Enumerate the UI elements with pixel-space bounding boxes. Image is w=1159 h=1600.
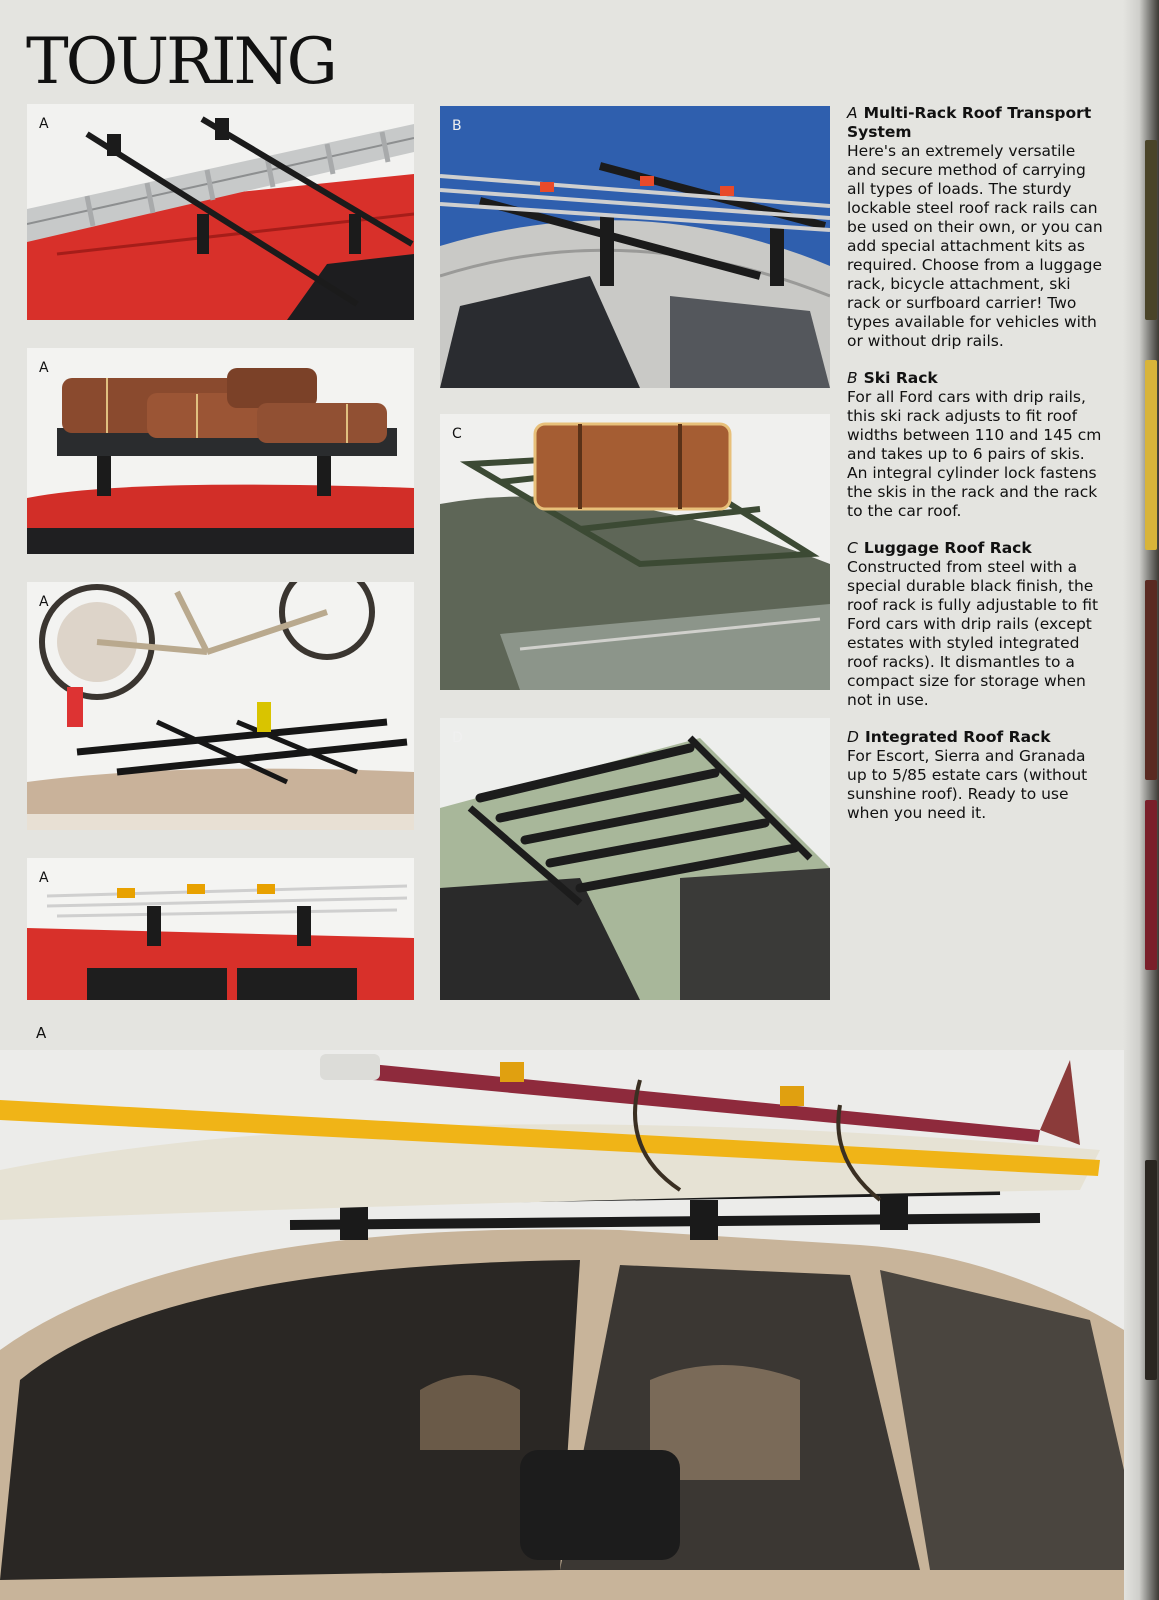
integrated-roof-rack-illustration xyxy=(440,718,830,1000)
entry-integrated-roof-rack xyxy=(847,728,1107,823)
photo-label: D xyxy=(452,730,463,746)
entry-ski-rack xyxy=(847,369,1107,521)
photo-label: A xyxy=(39,594,49,610)
ski-rack-red-illustration xyxy=(27,858,414,1000)
photo-surfboard-carrier xyxy=(0,1050,1124,1600)
photo-luggage-roof-rack xyxy=(440,414,830,690)
photo-label: A xyxy=(36,1024,47,1042)
entry-letter: C xyxy=(847,539,858,557)
page-edge-shadow xyxy=(1123,0,1159,1600)
entry-heading xyxy=(847,728,1107,747)
entry-body: For all Ford cars with drip rails, this ski rack adjusts to fit roof widths between 110 and 145 cm and takes up to 6 pairs of skis. An integral cylinder lock fastens the skis in the rack and the rack to the car roof. xyxy=(847,388,1102,520)
entry-letter: D xyxy=(847,728,859,746)
ski-rack-silver-illustration xyxy=(440,106,830,388)
edge-tab xyxy=(1145,360,1157,550)
entry-heading xyxy=(847,539,1107,558)
photo-label: A xyxy=(39,870,49,886)
photo-ladder-rack xyxy=(27,104,414,320)
bicycle-rack-illustration xyxy=(27,582,414,830)
page-title: TOURING xyxy=(26,25,335,99)
entry-heading xyxy=(847,104,1107,142)
photo-label: C xyxy=(452,426,462,442)
entry-heading xyxy=(847,369,1107,388)
edge-tab xyxy=(1145,800,1157,970)
photo-label: B xyxy=(452,118,462,134)
photo-integrated-roof-rack xyxy=(440,718,830,1000)
edge-tab xyxy=(1145,1160,1157,1380)
entry-letter: A xyxy=(847,104,858,122)
entry-title: Multi-Rack Roof Transport System xyxy=(847,104,1092,141)
entry-title: Ski Rack xyxy=(863,369,938,387)
surfboard-carrier-illustration xyxy=(0,1050,1124,1600)
photo-luggage-rack-suitcases xyxy=(27,348,414,554)
entry-title: Luggage Roof Rack xyxy=(863,539,1032,557)
ladder-rack-illustration xyxy=(27,104,414,320)
entry-multi-rack xyxy=(847,104,1107,351)
photo-ski-rack-silver-car xyxy=(440,106,830,388)
photo-bicycle-attachment xyxy=(27,582,414,830)
description-column xyxy=(847,104,1107,841)
luggage-rack-illustration xyxy=(27,348,414,554)
photo-ski-rack-red-car xyxy=(27,858,414,1000)
photo-label: A xyxy=(39,116,49,132)
entry-title: Integrated Roof Rack xyxy=(864,728,1051,746)
entry-luggage-roof-rack xyxy=(847,539,1107,710)
entry-letter: B xyxy=(847,369,858,387)
edge-tab xyxy=(1145,580,1157,780)
entry-body: Constructed from steel with a special durable black finish, the roof rack is fully adjustable to fit Ford cars with drip rails (except estates with styled integrated roof racks). It dismantles to a compact size for storage when not in use. xyxy=(847,558,1099,709)
luggage-roof-rack-illustration xyxy=(440,414,830,690)
entry-body: Here's an extremely versatile and secure method of carrying all types of loads. The sturdy lockable steel roof rack rails can be used on their own, or you can add special attachment kits as required. Choose from a luggage rack, bicycle attachment, ski rack or surfboard carrier! Two types available for vehicles with or without drip rails. xyxy=(847,142,1103,350)
edge-tab xyxy=(1145,140,1157,320)
photo-label: A xyxy=(39,360,49,376)
entry-body: For Escort, Sierra and Granada up to 5/85 estate cars (without sunshine roof). Ready to use when you need it. xyxy=(847,747,1088,822)
